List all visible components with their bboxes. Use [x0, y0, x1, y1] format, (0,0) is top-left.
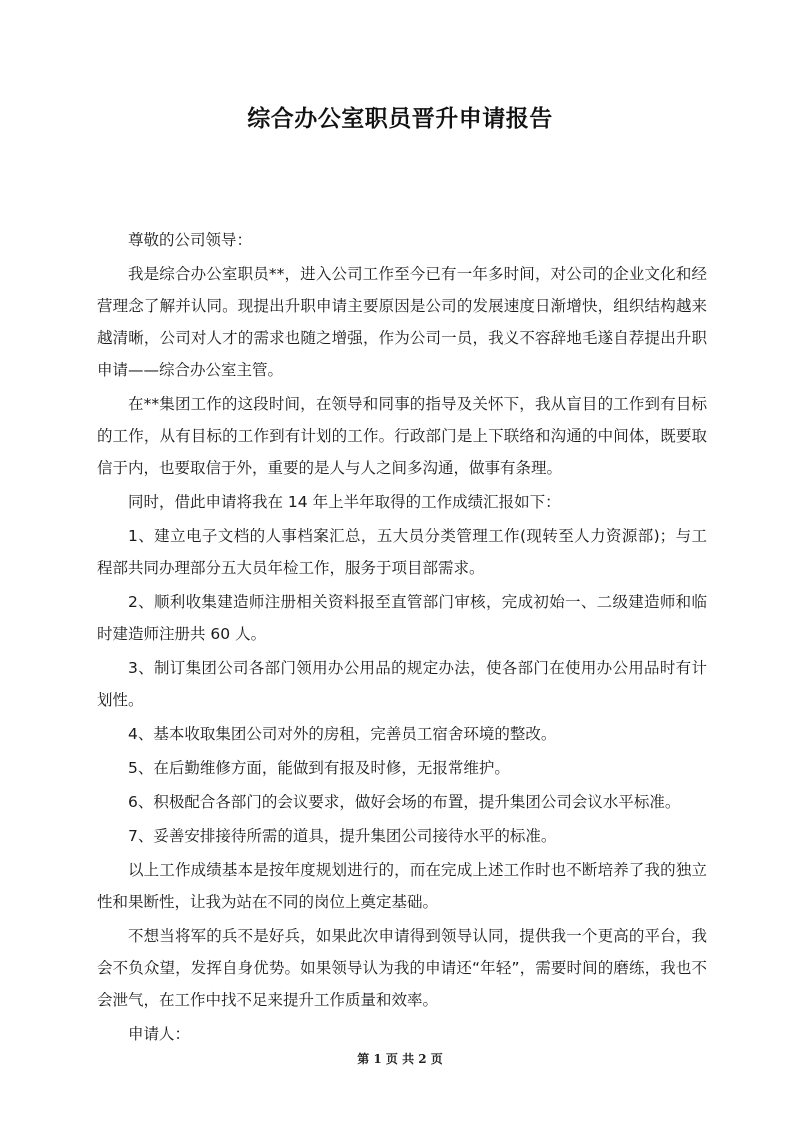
document-title: 综合办公室职员晋升申请报告 — [247, 106, 553, 132]
page-number: 第 1 页 共 2 页 — [357, 1052, 443, 1066]
achievement-item: 5、在后勤维修方面，能做到有报及时修，无报常维护。 — [128, 759, 510, 777]
applicant-signature-line: 申请人： — [128, 1025, 191, 1043]
achievement-item: 6、积极配合各部门的会议要求，做好会场的布置，提升集团公司会议水平标准。 — [128, 793, 681, 811]
body-paragraph: 我是综合办公室职员**，进入公司工作至今已有一年多时间，对公司的企业文化和经营理念了解并认同。现提出升职申请主要原因是公司的发展速度日渐增快，组织结构越来越清晰，公司对人才的需求也随之增强，作为公司一员，我义不容辞地毛遂自荐提出升职申请——综合办公室主管。 — [97, 265, 707, 379]
achievement-item: 3、制订集团公司各部门领用办公用品的规定办法，使各部门在使用办公用品时有计划性。 — [97, 659, 707, 709]
body-paragraph: 同时，借此申请将我在 14 年上半年取得的工作成绩汇报如下： — [128, 493, 561, 511]
body-paragraph: 不想当将军的兵不是好兵，如果此次申请得到领导认同，提供我一个更高的平台，我会不负众望，发挥自身优势。如果领导认为我的申请还“年轻”，需要时间的磨练，我也不会泄气，在工作中找不足来提升工作质量和效率。 — [97, 927, 707, 1009]
achievement-item: 4、基本收取集团公司对外的房租，完善员工宿舍环境的整改。 — [128, 725, 557, 743]
achievement-item: 2、顺利收集建造师注册相关资料报至直管部门审核，完成初始一、二级建造师和临时建造师注册共 60 人。 — [97, 593, 707, 643]
achievement-item: 7、妥善安排接待所需的道具，提升集团公司接待水平的标准。 — [128, 827, 557, 845]
achievement-item: 1、建立电子文档的人事档案汇总，五大员分类管理工作(现转至人力资源部)；与工程部共同办理部分五大员年检工作，服务于项目部需求。 — [97, 527, 707, 577]
salutation: 尊敬的公司领导： — [128, 231, 253, 249]
body-paragraph: 以上工作成绩基本是按年度规划进行的，而在完成上述工作时也不断培养了我的独立性和果断性，让我为站在不同的岗位上奠定基础。 — [97, 861, 707, 911]
document-body — [97, 224, 707, 1052]
body-paragraph: 在**集团工作的这段时间，在领导和同事的指导及关怀下，我从盲目的工作到有目标的工作，从有目标的工作到有计划的工作。行政部门是上下联络和沟通的中间体，既要取信于内，也要取信于外，重要的是人与人之间多沟通，做事有条理。 — [97, 395, 707, 477]
